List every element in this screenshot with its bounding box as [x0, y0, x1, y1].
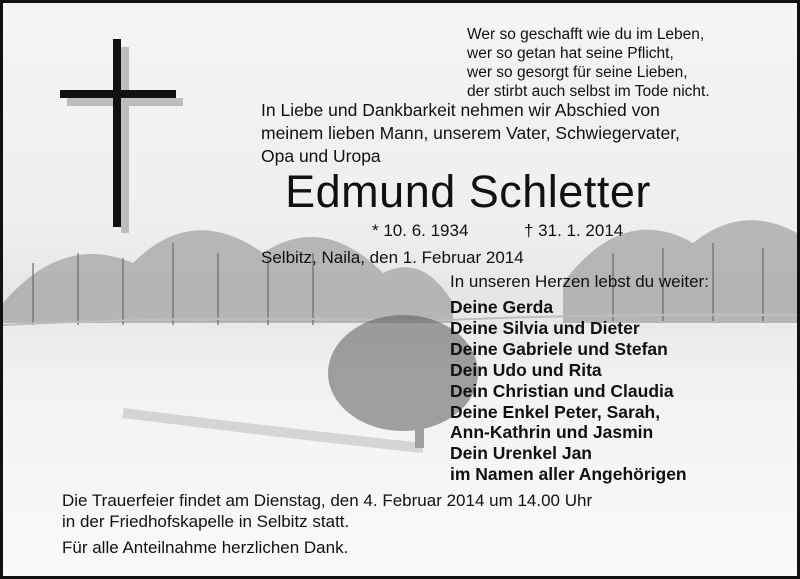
mourner-line: Deine Gabriele und Stefan — [450, 338, 668, 359]
thanks-line: Für alle Anteilnahme herzlichen Dank. — [62, 538, 349, 557]
mourner-line: Deine Silvia und Dieter — [450, 317, 640, 338]
intro-line: Opa und Uropa — [261, 146, 381, 166]
poem-line: Wer so geschafft wie du im Leben, — [467, 26, 705, 43]
mourner-line: im Namen aller Angehörigen — [450, 464, 687, 485]
intro-line: In Liebe und Dankbarkeit nehmen wir Abschied von — [261, 100, 660, 120]
poem-line: wer so gesorgt für seine Lieben, — [467, 64, 688, 81]
intro-line: meinem lieben Mann, unserem Vater, Schwiegervater, — [261, 123, 680, 143]
poem-line: wer so getan hat seine Pflicht, — [467, 45, 674, 62]
poem-line: der stirbt auch selbst im Tode nicht. — [467, 83, 710, 100]
place-date: Selbitz, Naila, den 1. Februar 2014 — [261, 248, 524, 267]
funeral-line: in der Friedhofskapelle in Selbitz statt. — [62, 512, 350, 531]
funeral-info — [62, 490, 592, 532]
hearts-line: In unseren Herzen lebst du weiter: — [450, 272, 709, 291]
mourner-line: Deine Enkel Peter, Sarah, — [450, 401, 661, 422]
farewell-intro — [261, 99, 761, 168]
cross-shadow — [67, 98, 183, 106]
mourner-line: Ann-Kathrin und Jasmin — [450, 422, 654, 443]
memorial-poem — [467, 25, 710, 101]
mourner-line: Dein Udo und Rita — [450, 359, 602, 380]
mourner-line: Dein Urenkel Jan — [450, 443, 592, 464]
mourner-line: Dein Christian und Claudia — [450, 380, 674, 401]
cross-icon — [60, 90, 176, 98]
mourner-line: Deine Gerda — [450, 297, 554, 317]
birth-date: * 10. 6. 1934 — [372, 221, 469, 240]
funeral-line: Die Trauerfeier findet am Dienstag, den 4. Februar 2014 um 14.00 Uhr — [62, 491, 593, 510]
death-date: † 31. 1. 2014 — [524, 221, 624, 240]
mourners-list — [450, 297, 687, 485]
deceased-name: Edmund Schletter — [285, 166, 651, 217]
